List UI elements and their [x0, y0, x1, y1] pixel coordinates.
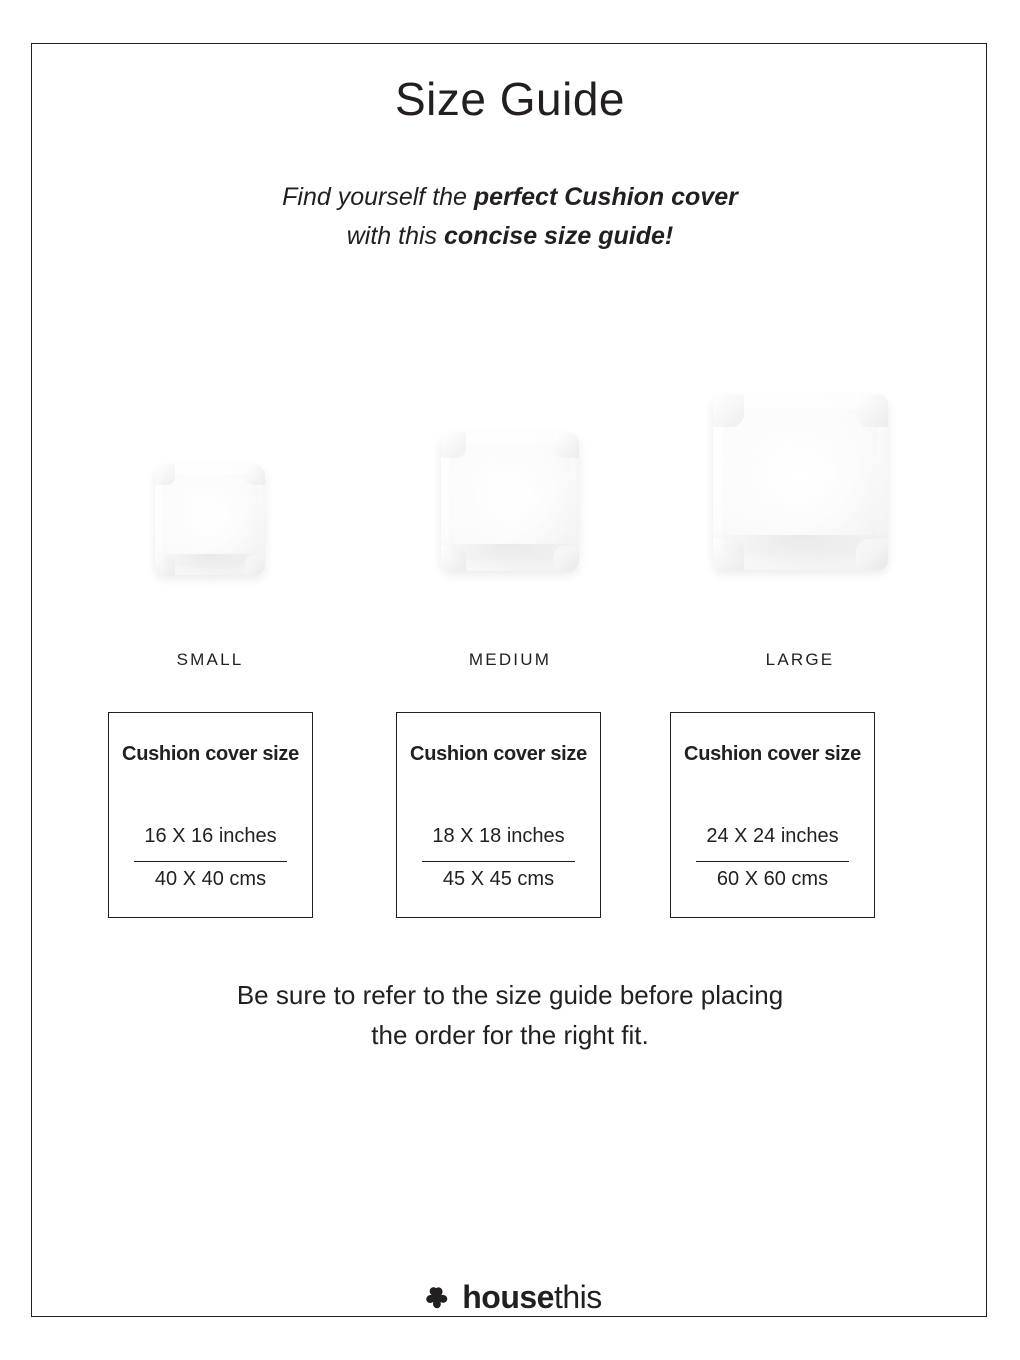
- pillow-corner-icon: [155, 465, 175, 485]
- size-card-inches-medium: 18 X 18 inches: [432, 825, 565, 847]
- size-card-small: [108, 712, 313, 918]
- brand-name-bold: house: [462, 1278, 554, 1315]
- pillow-corner-icon: [245, 555, 265, 575]
- page-subtitle: [0, 178, 1020, 256]
- footnote-line-2: the order for the right fit.: [371, 1020, 649, 1050]
- page-title: Size Guide: [394, 73, 625, 125]
- pillow-illustrations: [60, 405, 960, 669]
- size-label-small: SMALL: [176, 650, 244, 669]
- size-card-cms-medium: 45 X 45 cms: [442, 868, 555, 890]
- subtitle-line-2: [0, 217, 1020, 256]
- subtitle-line-2-bold: concise size guide!: [444, 222, 674, 250]
- pillow-corner-icon: [554, 546, 579, 571]
- size-card-medium: [396, 712, 601, 918]
- size-card-title-small: Cushion cover size: [122, 743, 299, 765]
- subtitle-line-1-bold: perfect Cushion cover: [473, 183, 738, 211]
- pillow-image-large: [713, 395, 888, 570]
- pillow-column-small: [120, 465, 300, 669]
- size-card-title-medium: Cushion cover size: [410, 743, 587, 765]
- clover-logo-icon: [418, 1280, 452, 1314]
- pillow-image-small: [155, 465, 265, 575]
- size-card-large: [670, 712, 875, 918]
- subtitle-line-2-plain: with this: [346, 222, 444, 250]
- brand-name: [462, 1279, 602, 1316]
- brand-name-light: this: [553, 1278, 602, 1315]
- size-label-large: LARGE: [765, 650, 835, 669]
- pillow-corner-icon: [713, 539, 745, 571]
- footnote: [0, 975, 1020, 1055]
- size-card-title-large: Cushion cover size: [684, 743, 861, 765]
- size-card-cms-large: 60 X 60 cms: [716, 868, 829, 890]
- subtitle-line-1: [0, 178, 1020, 217]
- pillow-image-medium: [441, 433, 579, 571]
- size-card-cms-small: 40 X 40 cms: [154, 868, 267, 890]
- pillow-corner-icon: [856, 539, 888, 571]
- pillow-corner-icon: [713, 395, 745, 427]
- pillow-corner-icon: [856, 395, 888, 427]
- pillow-corner-icon: [441, 546, 466, 571]
- size-card-divider: [134, 861, 287, 862]
- size-card-divider: [422, 861, 575, 862]
- size-card-divider: [696, 861, 849, 862]
- pillow-corner-icon: [245, 465, 265, 485]
- pillow-column-large: [690, 395, 910, 669]
- pillow-column-medium: [420, 433, 600, 669]
- size-card-inches-small: 16 X 16 inches: [144, 825, 277, 847]
- brand-footer: [0, 1272, 1020, 1322]
- size-card-inches-large: 24 X 24 inches: [706, 825, 839, 847]
- pillow-corner-icon: [554, 433, 579, 458]
- size-cards: [0, 712, 1020, 918]
- pillow-corner-icon: [155, 555, 175, 575]
- footnote-line-1: Be sure to refer to the size guide before placing: [236, 980, 784, 1010]
- subtitle-line-1-plain: Find yourself the: [282, 183, 474, 211]
- size-label-medium: MEDIUM: [468, 650, 552, 669]
- pillow-corner-icon: [441, 433, 466, 458]
